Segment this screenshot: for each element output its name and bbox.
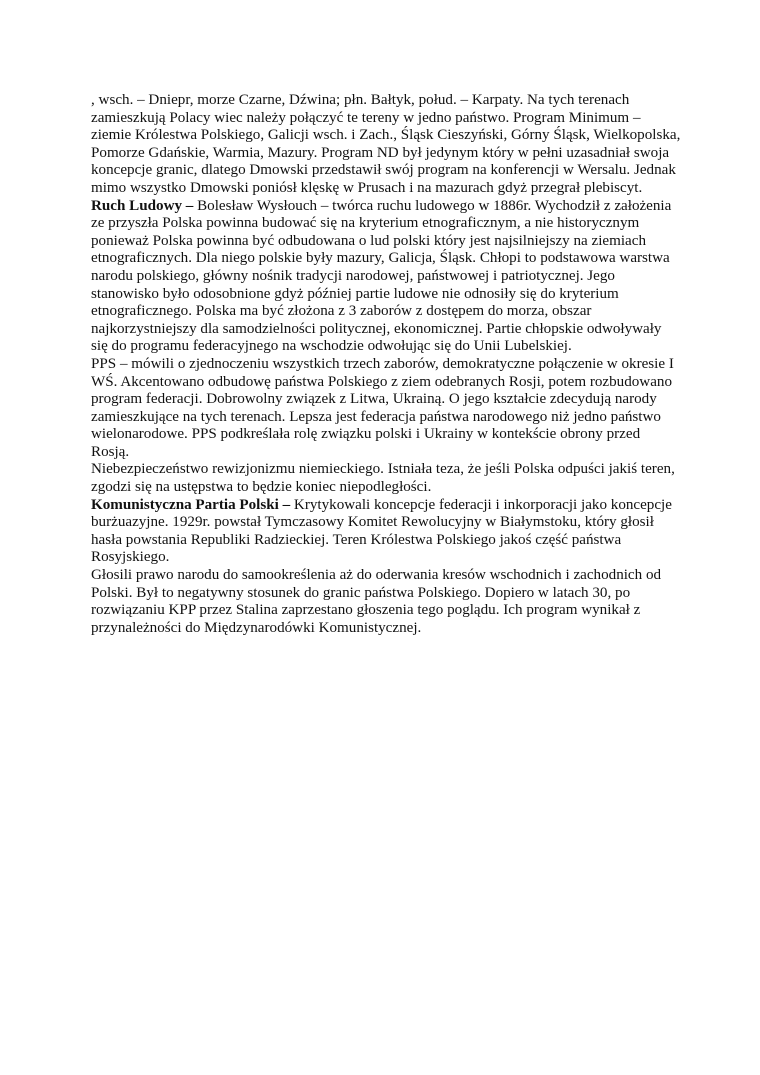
paragraph-text: , wsch. – Dniepr, morze Czarne, Dźwina; płn. Bałtyk, połud. – Karpaty. Na tych terenach zamieszkują Polacy wiec należy połączyć te tereny w jedno państwo. Program Minimum – ziemie Królestwa Polskiego, Galicji wsch. i Zach., Śląsk Cieszyński, Górny Śląsk, Wielkopolska, Pomorze Gdańskie, Warmia, Mazury. Program ND był jedynym który w pełni uzasadniał swoja koncepcje granic, dlatego Dmowski przedstawił swój program na konferencji w Wersalu. Jednak mimo wszystko Dmowski poniósł klęskę w Prusach i na mazurach gdyż przegrał plebiscyt. [91, 92, 681, 196]
paragraph-ruch-ludowy [91, 198, 681, 356]
paragraph-text: Bolesław Wysłouch – twórca ruchu ludowego w 1886r. Wychodził z założenia ze przyszła Polska powinna budować się na kryterium etnograficznym, a nie historycznym ponieważ Polska powinna być odbudowana o lud polski który jest najsilniejszy na ziemiach etnograficznych. Dla niego polskie były mazury, Galicja, Śląsk. Chłopi to podstawowa warstwa narodu polskiego, główny nośnik tradycji narodowej, państwowej i patriotycznej. Jego stanowisko było odosobnione gdyż później partie ludowe nie odnosiły się do kryterium etnograficznego. Polska ma być złożona z 3 zaborów z dostępem do morza, obszar najkorzystniejszy dla samodzielności politycznej, ekonomicznej. Partie chłopskie odwoływały się do programu federacyjnego na wschodzie odwołując się do Unii Lubelskiej. [91, 197, 672, 355]
paragraph-samookreslenie [91, 567, 681, 637]
paragraph-text: Krytykowali koncepcje federacji i inkorporacji jako koncepcje burżuazyjne. 1929r. powstał Tymczasowy Komitet Rewolucyjny w Białymstoku, który głosił hasła powstania Republiki Radzieckiej. Teren Królestwa Polskiego jakoś część państwa Rosyjskiego. [91, 496, 672, 566]
paragraph-dmowski-borders [91, 92, 681, 198]
paragraph-pps [91, 356, 681, 462]
paragraph-heading-ruch-ludowy: Ruch Ludowy – [91, 197, 194, 214]
paragraph-rewizjonizm [91, 461, 681, 496]
document-body [91, 92, 681, 637]
paragraph-text: Niebezpieczeństwo rewizjonizmu niemieckiego. Istniała teza, że jeśli Polska odpuści jakiś teren, zgodzi się na ustępstwa to będzie koniec niepodległości. [91, 461, 675, 496]
paragraph-kpp [91, 497, 681, 567]
paragraph-text: Głosili prawo narodu do samookreślenia aż do oderwania kresów wschodnich i zachodnich od Polski. Był to negatywny stosunek do granic państwa Polskiego. Dopiero w latach 30, po rozwiązaniu KPP przez Stalina zaprzestano głoszenia tego poglądu. Ich program wynikał z przynależności do Międzynarodówki Komunistycznej. [91, 567, 662, 636]
paragraph-text: PPS – mówili o zjednoczeniu wszystkich trzech zaborów, demokratyczne połączenie w okresie I WŚ. Akcentowano odbudowę państwa Polskiego z ziem odebranych Rosji, potem rozbudowano program federacji. Dobrowolny związek z Litwa, Ukrainą. O jego kształcie zdecydują narody zamieszkujące na tych terenach. Lepsza jest federacja państwa narodowego niż jedno państwo wielonarodowe. PPS podkreślała rolę związku polski i Ukrainy w kontekście obrony przed Rosją. [91, 355, 674, 460]
paragraph-heading-kpp: Komunistyczna Partia Polski – [91, 496, 291, 513]
